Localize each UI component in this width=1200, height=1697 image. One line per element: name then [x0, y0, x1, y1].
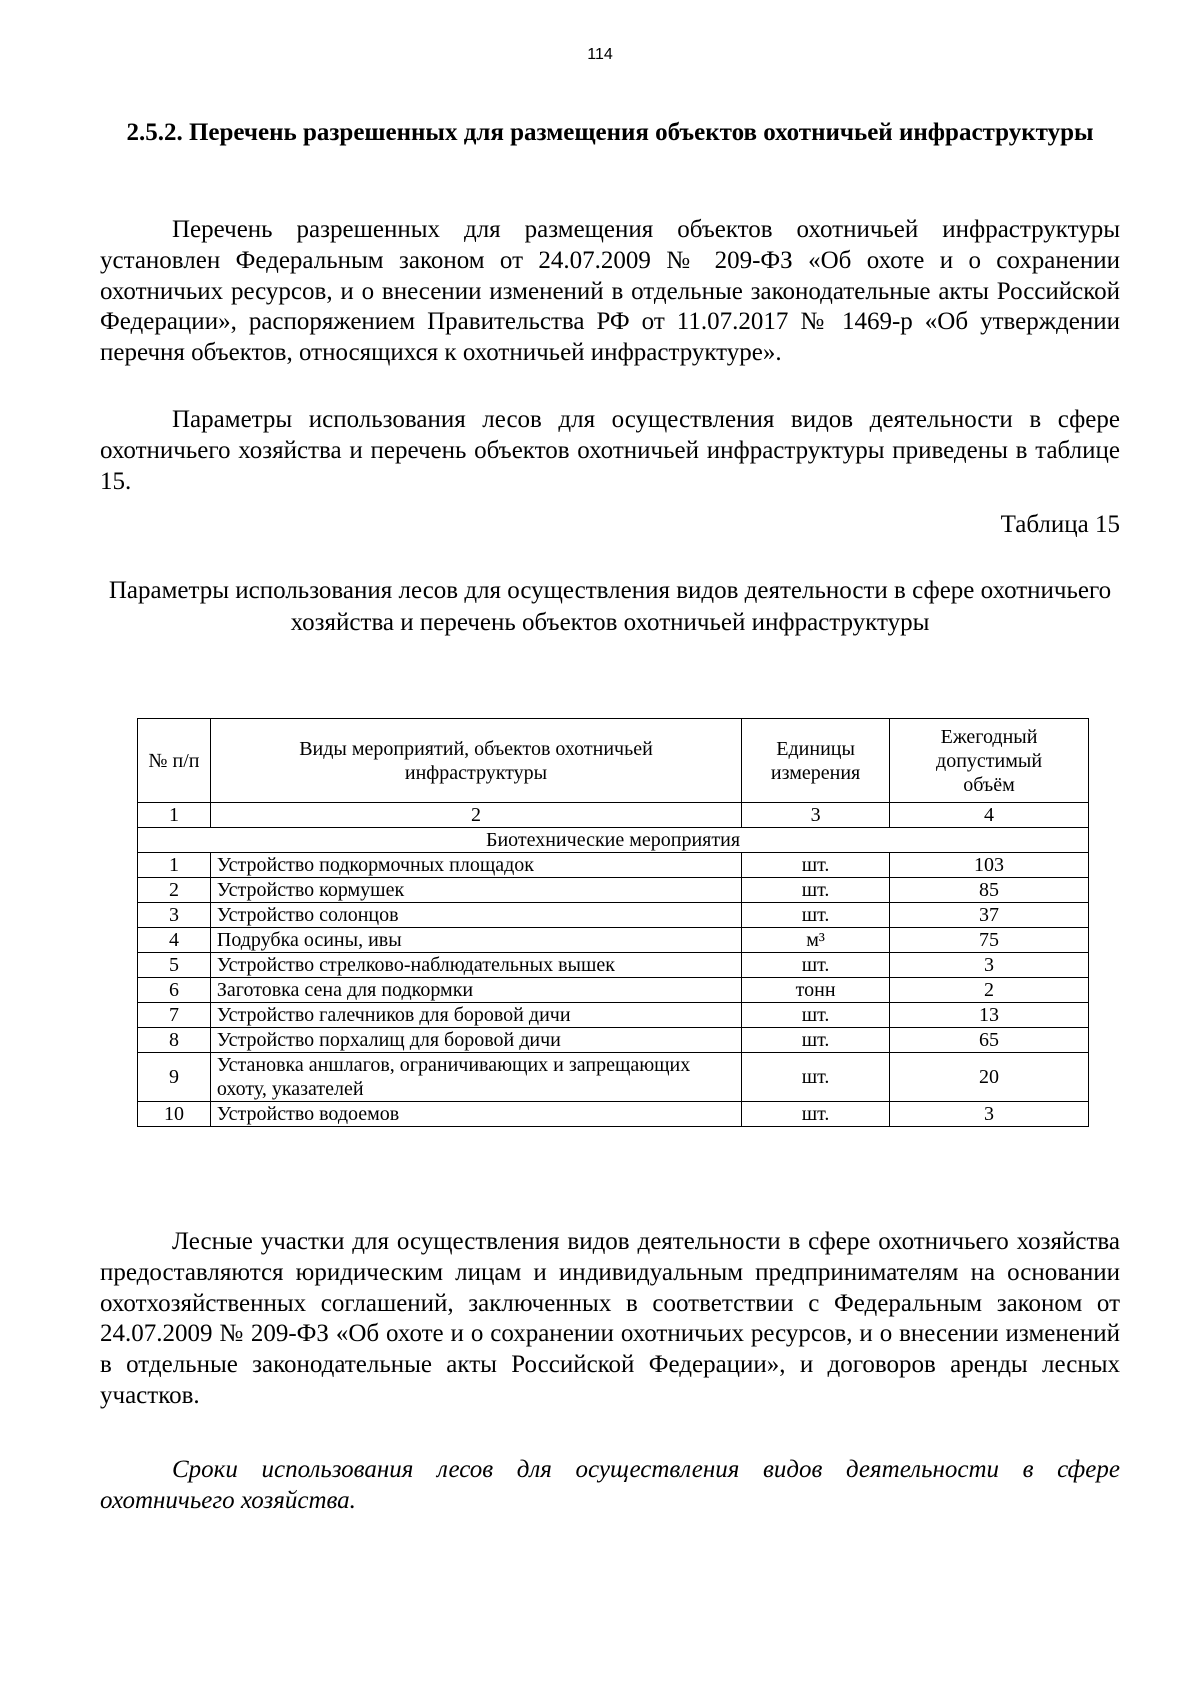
row-number-cell: 3: [138, 903, 211, 928]
hunting-infrastructure-table: [137, 718, 1089, 1127]
paragraph-land-plots: [100, 1227, 1120, 1412]
column-number-cell: 2: [210, 803, 741, 828]
paragraph-text: Перечень разрешенных для размещения объектов охотничьей инфраструктуры установлен Федеральным законом от 24.07.2009 № 209-ФЗ «Об охоте и о сохранении охотничьих ресурсов, и о внесении изменений в отдельные законодательные акты Российской Федерации», распоряжением Правительства РФ от 11.07.2017 № 1469-р «Об утверждении перечня объектов, относящихся к охотничьей инфраструктуре».: [100, 216, 1120, 367]
unit-cell: шт.: [742, 1003, 890, 1028]
volume-cell: 75: [890, 928, 1089, 953]
table-section-row: [138, 828, 1089, 853]
column-number-cell: 4: [890, 803, 1089, 828]
volume-cell: 2: [890, 978, 1089, 1003]
row-number-cell: 6: [138, 978, 211, 1003]
volume-cell: 37: [890, 903, 1089, 928]
row-number-cell: 2: [138, 878, 211, 903]
unit-cell: шт.: [742, 853, 890, 878]
unit-cell: шт.: [742, 1102, 890, 1127]
unit-cell: тонн: [742, 978, 890, 1003]
table-row: [138, 1003, 1089, 1028]
activity-name-cell: Заготовка сена для подкормки: [210, 978, 741, 1003]
table-row: [138, 1028, 1089, 1053]
unit-cell: шт.: [742, 953, 890, 978]
row-number-cell: 4: [138, 928, 211, 953]
activity-name-cell: Устройство галечников для боровой дичи: [210, 1003, 741, 1028]
unit-cell: шт.: [742, 903, 890, 928]
unit-cell: шт.: [742, 1053, 890, 1102]
header-cell-number: № п/п: [138, 719, 211, 803]
paragraph-text: Параметры использования лесов для осуществления видов деятельности в сфере охотничьего хозяйства и перечень объектов охотничьей инфраструктуры приведены в таблице 15.: [100, 406, 1120, 495]
table-row: [138, 953, 1089, 978]
activity-name-cell: Подрубка осины, ивы: [210, 928, 741, 953]
activity-name-cell: Устройство кормушек: [210, 878, 741, 903]
table-row: [138, 1053, 1089, 1102]
unit-cell: шт.: [742, 1028, 890, 1053]
table-row: [138, 978, 1089, 1003]
section-title-cell: Биотехнические мероприятия: [138, 828, 1089, 853]
table-row: [138, 853, 1089, 878]
header-cell-activity: Виды мероприятий, объектов охотничьей инфраструктуры: [210, 719, 741, 803]
volume-cell: 13: [890, 1003, 1089, 1028]
activity-name-cell: Устройство солонцов: [210, 903, 741, 928]
volume-cell: 85: [890, 878, 1089, 903]
volume-cell: 65: [890, 1028, 1089, 1053]
column-number-row: [138, 803, 1089, 828]
header-cell-unit: Единицы измерения: [742, 719, 890, 803]
row-number-cell: 1: [138, 853, 211, 878]
row-number-cell: 8: [138, 1028, 211, 1053]
page-number: 114: [587, 46, 613, 63]
section-heading: 2.5.2. Перечень разрешенных для размещения объектов охотничьей инфраструктуры: [126, 119, 1094, 146]
volume-cell: 3: [890, 1102, 1089, 1127]
row-number-cell: 7: [138, 1003, 211, 1028]
activity-name-cell: Устройство стрелково-наблюдательных вышек: [210, 953, 741, 978]
activity-name-cell: Устройство подкормочных площадок: [210, 853, 741, 878]
paragraph-text: Сроки использования лесов для осуществления видов деятельности в сфере охотничьего хозяйства.: [100, 1456, 1120, 1514]
unit-cell: шт.: [742, 878, 890, 903]
unit-cell: м³: [742, 928, 890, 953]
row-number-cell: 5: [138, 953, 211, 978]
activity-name-cell: Устройство порхалищ для боровой дичи: [210, 1028, 741, 1053]
header-cell-volume: Ежегодный допустимый объём: [890, 719, 1089, 803]
table-header-row: [138, 719, 1089, 803]
activity-name-cell: Устройство водоемов: [210, 1102, 741, 1127]
paragraph-usage-terms: [100, 1455, 1120, 1517]
table-row: [138, 903, 1089, 928]
table-row: [138, 928, 1089, 953]
paragraph-table-reference: [100, 405, 1120, 497]
column-number-cell: 3: [742, 803, 890, 828]
activity-name-cell: Установка аншлагов, ограничивающих и запрещающих охоту, указателей: [210, 1053, 741, 1102]
column-number-cell: 1: [138, 803, 211, 828]
volume-cell: 103: [890, 853, 1089, 878]
volume-cell: 20: [890, 1053, 1089, 1102]
table-label: Таблица 15: [1000, 511, 1120, 538]
paragraph-text: Лесные участки для осуществления видов деятельности в сфере охотничьего хозяйства предоставляются юридическим лицам и индивидуальным предпринимателям на основании охотхозяйственных соглашений, заключенных в соответствии с Федеральным законом от 24.07.2009 № 209-ФЗ «Об охоте и о сохранении охотничьих ресурсов, и о внесении изменений в отдельные законодательные акты Российской Федерации», и договоров аренды лесных участков.: [100, 1228, 1120, 1409]
row-number-cell: 9: [138, 1053, 211, 1102]
table-row: [138, 1102, 1089, 1127]
paragraph-legal-basis: [100, 215, 1120, 369]
row-number-cell: 10: [138, 1102, 211, 1127]
volume-cell: 3: [890, 953, 1089, 978]
table-row: [138, 878, 1089, 903]
table-caption: Параметры использования лесов для осуществления видов деятельности в сфере охотничьего хозяйства и перечень объектов охотничьей инфраструктуры: [108, 577, 1112, 636]
